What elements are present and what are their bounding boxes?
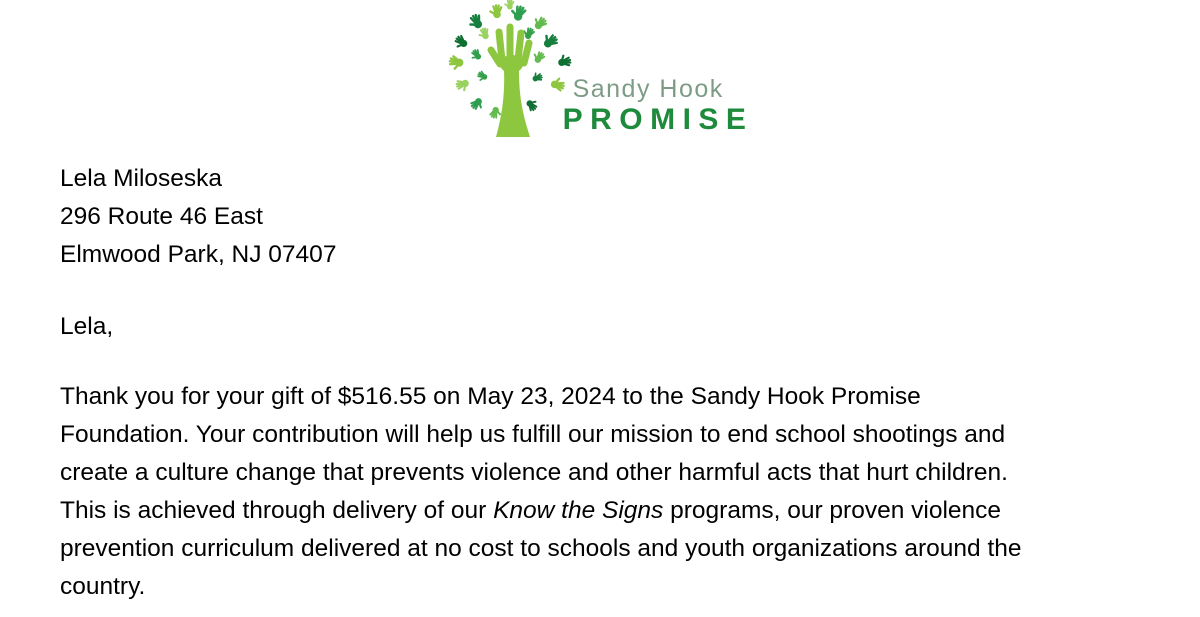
recipient-address-line1: 296 Route 46 East xyxy=(60,203,263,230)
logo-wordmark-line1: Sandy Hook xyxy=(572,74,724,103)
paragraph-segment: programs, our proven violence xyxy=(663,497,1002,524)
thank-you-paragraph xyxy=(60,378,1140,606)
recipient-address-line2: Elmwood Park, NJ 07407 xyxy=(60,241,337,268)
logo-wordmark xyxy=(563,76,754,141)
tree-trunk xyxy=(491,27,530,137)
program-name-italic: Know the Signs xyxy=(493,497,664,524)
paragraph-line xyxy=(60,492,1140,530)
handprint-tree-icon xyxy=(447,0,577,140)
paragraph-line: prevention curriculum delivered at no cost to schools and youth organizations around the xyxy=(60,535,1022,562)
sandy-hook-promise-logo xyxy=(0,0,1200,140)
salutation: Lela, xyxy=(60,313,114,340)
recipient-name: Lela Miloseska xyxy=(60,165,223,192)
letter-body xyxy=(0,160,1200,606)
logo-wordmark-line2: PROMISE xyxy=(562,103,754,136)
paragraph-line: Thank you for your gift of $516.55 on May 23, 2024 to the Sandy Hook Promise xyxy=(60,383,921,410)
paragraph-segment: This is achieved through delivery of our xyxy=(60,497,494,524)
paragraph-line: country. xyxy=(60,573,146,600)
paragraph-line: Foundation. Your contribution will help us fulfill our mission to end school shootings and xyxy=(60,421,1006,448)
paragraph-line: create a culture change that prevents violence and other harmful acts that hurt children. xyxy=(60,459,1008,486)
recipient-address-block xyxy=(60,160,1140,274)
